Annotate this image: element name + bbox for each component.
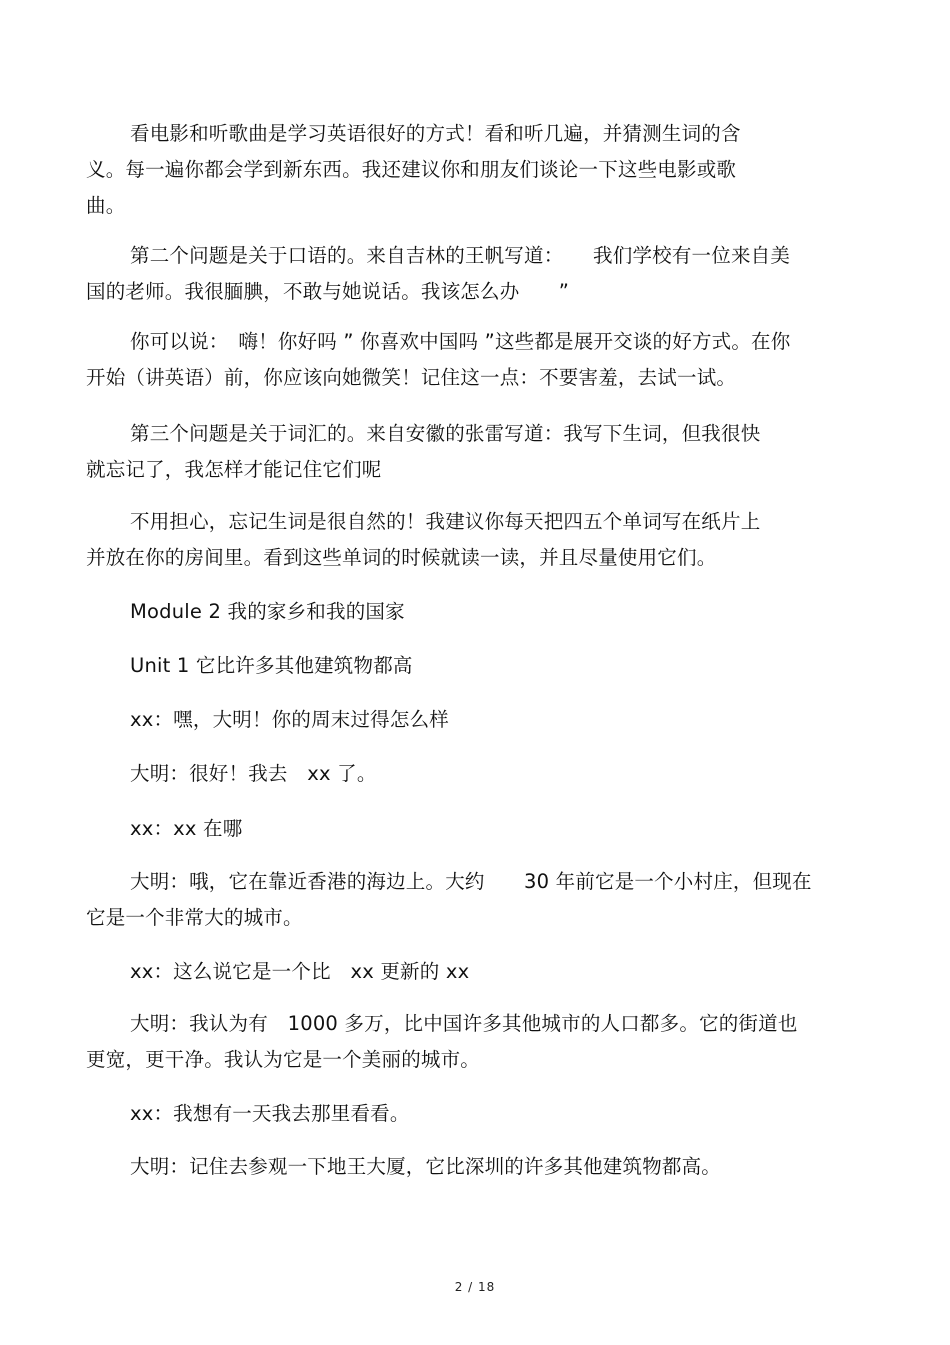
line: xx：xx 在哪 [130,817,243,840]
paragraph-3 [86,324,846,396]
dialogue-line-5 [86,954,846,990]
line: 不用担心，忘记生词是很自然的！我建议你每天把四五个单词写在纸片上 [130,510,761,533]
paragraph-1 [86,116,846,224]
dialogue-line-7 [86,1096,846,1132]
paragraph-4 [86,416,846,488]
line: 大明：我认为有 1000 多万，比中国许多其他城市的人口都多。它的街道也 [130,1012,798,1035]
line: xx：嘿，大明！你的周末过得怎么样 [130,708,449,731]
paragraph-5 [86,504,846,576]
line: 第三个问题是关于词汇的。来自安徽的张雷写道：我写下生词，但我很快 [130,422,761,445]
page-number: 2 / 18 [454,1280,496,1294]
dialogue-line-8 [86,1149,846,1185]
line: 并放在你的房间里。看到这些单词的时候就读一读，并且尽量使用它们。 [86,546,717,569]
line: 你可以说： 嗨！你好吗 ” 你喜欢中国吗 ”这些都是展开交谈的好方式。在你 [130,330,791,353]
line: 国的老师。我很腼腆，不敢与她说话。我该怎么办 ” [86,280,570,303]
dialogue-line-3 [86,811,846,847]
line: Module 2 我的家乡和我的国家 [130,600,405,623]
line: 看电影和听歌曲是学习英语很好的方式！看和听几遍，并猜测生词的含 [130,122,741,145]
dialogue-line-2 [86,756,846,792]
paragraph-2 [86,238,846,310]
line: 第二个问题是关于口语的。来自吉林的王帆写道： 我们学校有一位来自美 [130,244,791,267]
line: 大明：哦，它在靠近香港的海边上。大约 30 年前它是一个小村庄，但现在 [130,870,812,893]
line: 大明：记住去参观一下地王大厦，它比深圳的许多其他建筑物都高。 [130,1155,722,1178]
line: 它是一个非常大的城市。 [86,906,303,929]
dialogue-line-4 [86,864,846,936]
line: 义。每一遍你都会学到新东西。我还建议你和朋友们谈论一下这些电影或歌 [86,158,737,181]
line: 大明：很好！我去 xx 了。 [130,762,377,785]
dialogue-line-6 [86,1006,846,1078]
line: 更宽，更干净。我认为它是一个美丽的城市。 [86,1048,481,1071]
unit-heading [86,648,846,684]
line: 曲。 [86,194,126,217]
line: 就忘记了，我怎样才能记住它们呢 [86,458,382,481]
dialogue-line-1 [86,702,846,738]
line: xx：我想有一天我去那里看看。 [130,1102,410,1125]
line: 开始（讲英语）前，你应该向她微笑！记住这一点：不要害羞，去试一试。 [86,366,737,389]
line: xx：这么说它是一个比 xx 更新的 xx [130,960,470,983]
module-heading [86,594,846,630]
line: Unit 1 它比许多其他建筑物都高 [130,654,413,677]
